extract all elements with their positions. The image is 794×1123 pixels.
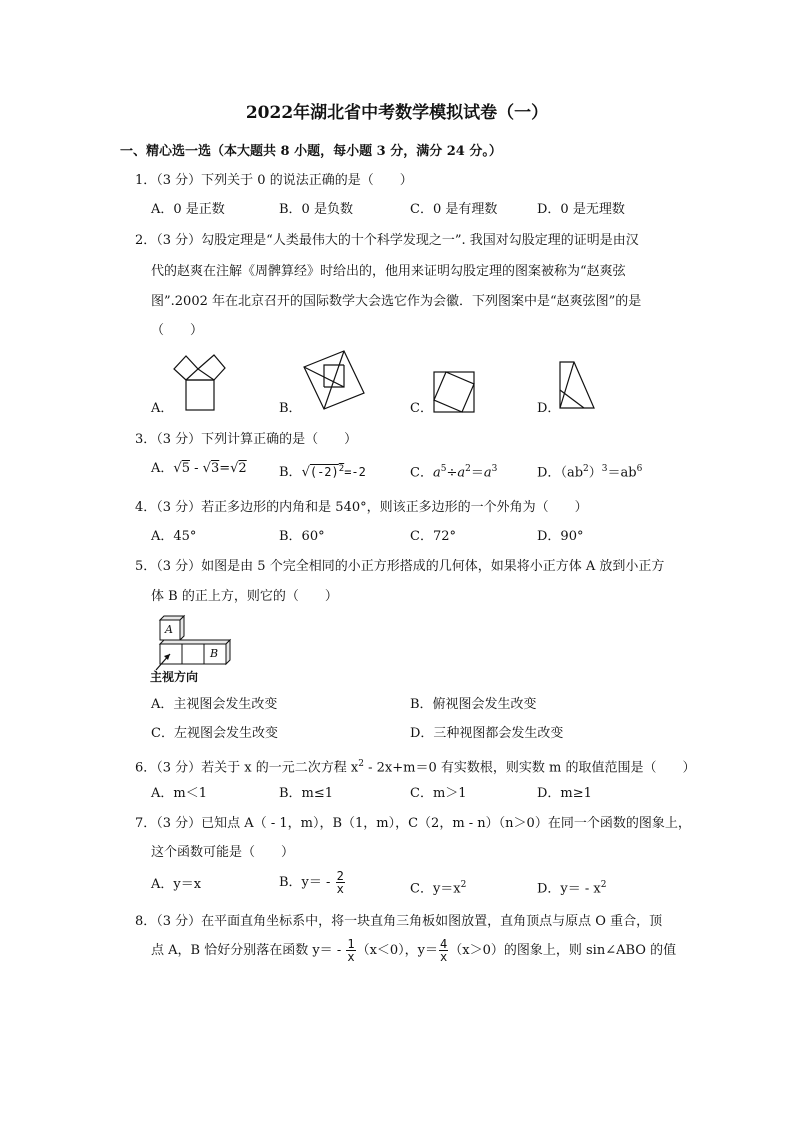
q3-c-var: a xyxy=(432,465,441,481)
q5-option-c[interactable]: C．左视图会发生改变 xyxy=(151,726,278,741)
q3-d-exp: 6 xyxy=(636,464,643,474)
q2-figure-a[interactable] xyxy=(170,352,234,414)
section-heading: 一、精心选一选（本大题共 8 小题，每小题 3 分，满分 24 分。） xyxy=(120,144,502,159)
q2-figure-d[interactable] xyxy=(556,360,598,412)
question-2-line-4: （ ） xyxy=(151,323,204,338)
q4-option-b[interactable]: B．60° xyxy=(279,529,325,544)
q2-figure-c[interactable] xyxy=(432,370,476,414)
cube-a-label: A xyxy=(165,623,173,636)
q7-b-denominator: x xyxy=(336,882,344,896)
question-7-line-2: 这个函数可能是（ ） xyxy=(151,845,295,860)
q8-numerator: 1 xyxy=(347,937,355,951)
q3-option-b[interactable] xyxy=(279,460,366,482)
q6-stem-part: - 2x+m＝0 有实数根，则实数 m 的取值范围是（ ） xyxy=(363,760,696,776)
q3-a-radicand-2: 3 xyxy=(210,461,220,476)
cubes-diagram xyxy=(150,614,240,672)
q2-option-c[interactable]: C． xyxy=(410,401,433,416)
q4-option-c[interactable]: C．72° xyxy=(410,529,456,544)
q8-fraction-1 xyxy=(346,938,355,963)
question-1-stem: 1．（3 分）下列关于 0 的说法正确的是（ ） xyxy=(135,173,413,188)
q3-option-c[interactable] xyxy=(410,460,497,482)
q2-option-a[interactable]: A． xyxy=(151,401,174,416)
q3-c-divide: ÷ xyxy=(446,465,458,481)
q6-option-b[interactable]: B．m≤1 xyxy=(279,786,334,801)
q3-b-label: B． xyxy=(279,465,302,480)
q6-stem-exp: 2 xyxy=(358,759,364,769)
q1-option-c[interactable]: C．0 是有理数 xyxy=(410,202,498,217)
question-5-line-1: 5．（3 分）如图是由 5 个完全相同的小正方形搭成的几何体，如果将小正方体 A 放到小正方 xyxy=(135,559,665,574)
q3-b-radicand xyxy=(310,465,344,479)
q8-part: （x＞0）的图象上，则 sin∠ABO 的值 xyxy=(449,943,677,958)
q7-option-b[interactable] xyxy=(279,868,346,898)
q1-option-a[interactable]: A．0 是正数 xyxy=(151,202,225,217)
question-3-stem: 3．（3 分）下列计算正确的是（ ） xyxy=(135,432,358,447)
q8-part: （x＜0），y＝ xyxy=(356,943,439,958)
q7-option-a[interactable]: A．y＝x xyxy=(151,877,202,892)
question-5-line-2: 体 B 的正上方，则它的（ ） xyxy=(151,589,338,604)
q5-option-b[interactable]: B．俯视图会发生改变 xyxy=(410,697,537,712)
q3-d-label: D． xyxy=(537,465,561,481)
q1-option-d[interactable]: D．0 是无理数 xyxy=(537,202,625,217)
q3-option-d[interactable] xyxy=(537,460,642,482)
q7-b-numerator: 2 xyxy=(336,869,344,883)
q7-option-c[interactable] xyxy=(410,876,466,898)
sqrt-icon: √ xyxy=(301,465,310,480)
q5-option-d[interactable]: D．三种视图都会发生改变 xyxy=(410,726,564,741)
q3-c-var: a xyxy=(483,465,492,481)
q3-b-radicand-exp: 2 xyxy=(338,464,345,474)
q3-c-exp: 5 xyxy=(440,464,447,474)
q7-c-exp: 2 xyxy=(460,880,467,890)
q1-option-b[interactable]: B．0 是负数 xyxy=(279,202,353,217)
q3-a-radicand-3: 2 xyxy=(238,461,247,476)
q3-c-label: C． xyxy=(410,465,433,481)
page-title: 2022年湖北省中考数学模拟试卷（一） xyxy=(245,103,549,123)
view-direction-caption: 主视方向 xyxy=(150,670,199,684)
question-8-line-2 xyxy=(151,936,676,966)
question-7-line-1: 7．（3 分）已知点 A（ - 1，m），B（1，m），C（2，m - n）（n＞0）在同一个函数的图象上， xyxy=(135,816,691,831)
q3-d-part: （ab xyxy=(560,465,584,481)
sqrt-icon: √ xyxy=(202,461,211,476)
q8-numerator: 4 xyxy=(440,937,448,951)
cube-b-label: B xyxy=(210,647,219,660)
q3-d-exp: 2 xyxy=(583,464,589,474)
q4-option-a[interactable]: A．45° xyxy=(151,529,197,544)
q3-c-var: a xyxy=(457,465,466,481)
sqrt-icon: √ xyxy=(173,461,182,476)
q7-option-d[interactable] xyxy=(537,876,607,898)
q3-b-rest: =-2 xyxy=(344,465,366,479)
q8-fraction-2 xyxy=(439,938,448,963)
question-4-stem: 4．（3 分）若正多边形的内角和是 540°，则该正多边形的一个外角为（ ） xyxy=(135,500,588,515)
question-6-stem xyxy=(135,755,695,777)
q3-a-minus: - xyxy=(189,461,203,476)
q6-option-d[interactable]: D．m≥1 xyxy=(537,786,592,801)
question-2-line-3: 图”.2002 年在北京召开的国际数学大会选它作为会徽．下列图案中是“赵爽弦图”的是 xyxy=(151,294,642,309)
q4-option-d[interactable]: D．90° xyxy=(537,529,584,544)
q2-figure-b[interactable] xyxy=(300,347,372,413)
q3-a-radicand-1: 5 xyxy=(181,461,190,476)
q3-c-exp: 3 xyxy=(491,464,498,474)
q8-part: 点 A，B 恰好分别落在函数 y＝ - xyxy=(151,943,346,958)
q3-d-part: ＝ab xyxy=(607,465,637,481)
q3-d-part: ） xyxy=(588,465,602,481)
q2-option-b[interactable]: B． xyxy=(279,401,302,416)
q7-c-part: C．y＝x xyxy=(410,881,461,897)
sqrt-icon: √ xyxy=(230,461,239,476)
q3-d-exp: 3 xyxy=(601,464,608,474)
q6-stem-part: 6．（3 分）若关于 x 的一元二次方程 x xyxy=(135,760,359,776)
question-8-line-1: 8．（3 分）在平面直角坐标系中，将一块直角三角板如图放置，直角顶点与原点 O 重合，顶 xyxy=(135,914,663,929)
q5-option-a[interactable]: A．主视图会发生改变 xyxy=(151,697,278,712)
q3-c-exp: 2 xyxy=(465,464,471,474)
q8-denominator: x xyxy=(347,950,355,964)
q2-option-d[interactable]: D． xyxy=(537,401,561,416)
q3-c-equals: ＝ xyxy=(470,465,484,481)
q6-option-a[interactable]: A．m＜1 xyxy=(151,786,207,801)
question-2-line-1: 2．（3 分）勾股定理是“人类最伟大的十个科学发现之一”. 我国对勾股定理的证明是由汉 xyxy=(135,233,639,248)
q3-b-radicand-base: (-2) xyxy=(309,465,339,479)
q5-cube-figure xyxy=(150,614,240,686)
q7-d-exp: 2 xyxy=(600,880,607,890)
q7-d-part: D．y＝ - x xyxy=(537,881,601,897)
q3-a-equals: = xyxy=(219,461,231,476)
q6-option-c[interactable]: C．m＞1 xyxy=(410,786,467,801)
q3-a-label: A． xyxy=(151,461,174,476)
question-2-line-2: 代的赵爽在注解《周髀算经》时给出的，他用来证明勾股定理的图案被称为“赵爽弦 xyxy=(151,264,626,279)
q8-denominator: x xyxy=(440,950,448,964)
q7-b-prefix: B．y＝ - xyxy=(279,875,335,890)
q3-option-a[interactable] xyxy=(151,460,247,478)
q7-b-fraction xyxy=(336,870,345,895)
